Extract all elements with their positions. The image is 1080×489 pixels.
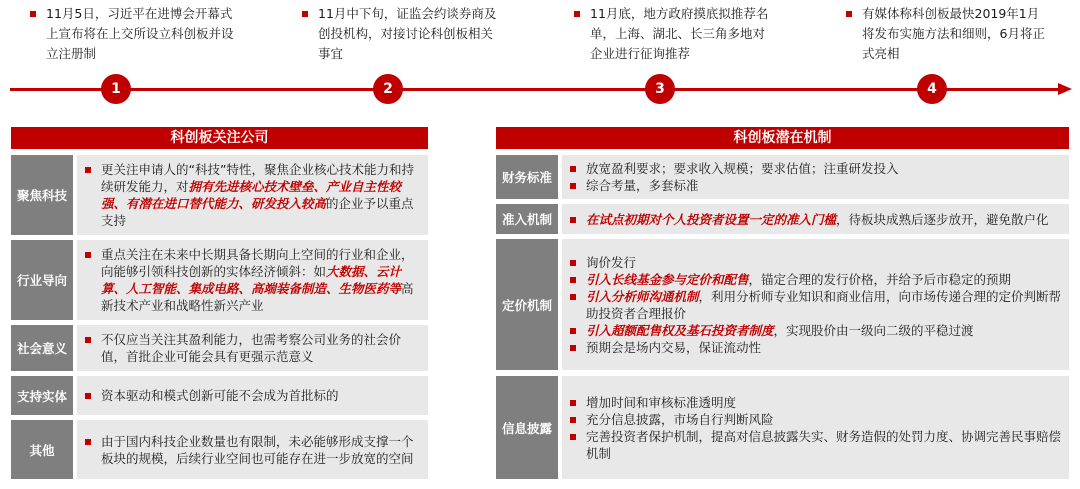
row-category-label: 社会意义 [11, 325, 73, 371]
row-body [77, 420, 428, 479]
bullet-item: 资本驱动和模式创新可能不会成为首批标的 [85, 387, 422, 404]
bullet-item: 综合考量，多套标准 [570, 177, 1063, 194]
bullet-item: 由于国内科技企业数量也有限制，未必能够形成支撑一个板块的规模，后续行业空间也可能存在进一步放宽的空间 [85, 433, 422, 467]
bullet-item: 增加时间和审核标准透明度 [570, 394, 1063, 411]
left-row-industry [11, 240, 428, 320]
row-category-label: 聚焦科技 [11, 155, 73, 235]
left-row-focus-tech [11, 155, 428, 235]
bullet-item: 在试点初期对个人投资者设置一定的准入门槛，待板块成熟后逐步放开，避免散户化 [570, 211, 1063, 228]
row-category-label: 其他 [11, 420, 73, 479]
bullet-item: 预期会是场内交易，保证流动性 [570, 339, 1063, 356]
left-panel-title: 科创板关注公司 [11, 127, 428, 149]
timeline-event-1 [30, 4, 240, 64]
timeline-event-text: 11月底，地方政府摸底拟推荐名单，上海、湖北、长三角多地对企业进行征询推荐 [590, 6, 769, 61]
timeline-axis [10, 88, 1062, 91]
right-panel-title: 科创板潜在机制 [496, 127, 1069, 149]
bullet-item: 不仅应当关注其盈利能力，也需考察公司业务的社会价值，首批企业可能会具有更强示范意义 [85, 331, 422, 365]
left-row-real-economy [11, 376, 428, 415]
bullet-item: 引入长线基金参与定价和配售，锚定合理的发行价格，并给予后市稳定的预期 [570, 271, 1063, 288]
row-body [77, 376, 428, 415]
timeline-node-3: 3 [645, 74, 675, 104]
bullet-item: 放宽盈利要求；要求收入规模；要求估值；注重研发投入 [570, 160, 1063, 177]
row-body [562, 204, 1069, 234]
timeline-event-2 [302, 4, 502, 64]
timeline-event-text: 11月5日，习近平在进博会开幕式上宣布将在上交所设立科创板并设立注册制 [46, 6, 234, 61]
timeline-event-3 [574, 4, 774, 64]
bullet-square-icon [846, 11, 852, 17]
timeline-node-2: 2 [373, 74, 403, 104]
arrow-right-icon [1058, 83, 1072, 95]
left-row-social [11, 325, 428, 371]
row-body [77, 155, 428, 235]
right-row-pricing [496, 239, 1069, 370]
bullet-square-icon [302, 11, 308, 17]
bullet-item: 充分信息披露，市场自行判断风险 [570, 411, 1063, 428]
timeline-event-4 [846, 4, 1051, 64]
left-row-other [11, 420, 428, 479]
row-category-label: 信息披露 [496, 376, 558, 479]
row-body [562, 376, 1069, 479]
bullet-item: 引入超额配售权及基石投资者制度，实现股价由一级向二级的平稳过渡 [570, 322, 1063, 339]
bullet-square-icon [30, 11, 36, 17]
row-body [77, 325, 428, 371]
row-category-label: 行业导向 [11, 240, 73, 320]
right-row-access [496, 204, 1069, 234]
timeline-node-4: 4 [917, 74, 947, 104]
bullet-item: 询价发行 [570, 254, 1063, 271]
bullet-item: 重点关注在未来中长期具备长期向上空间的行业和企业，向能够引领科技创新的实体经济倾斜：如大数据、云计算、人工智能、集成电路、高端装备制造、生物医药等高新技术产业和战略性新兴产业 [85, 246, 422, 314]
row-category-label: 准入机制 [496, 204, 558, 234]
row-body [77, 240, 428, 320]
timeline-node-1: 1 [101, 74, 131, 104]
row-category-label: 定价机制 [496, 239, 558, 370]
timeline-event-text: 11月中下旬，证监会约谈券商及创投机构，对接讨论科创板相关事宜 [318, 6, 497, 61]
row-body [562, 155, 1069, 199]
bullet-item: 完善投资者保护机制，提高对信息披露失实、财务造假的处罚力度、协调完善民事赔偿机制 [570, 428, 1063, 462]
right-row-disclosure [496, 376, 1069, 479]
row-category-label: 支持实体 [11, 376, 73, 415]
row-body [562, 239, 1069, 370]
bullet-item: 更关注申请人的“科技”特性，聚焦企业核心技术能力和持续研发能力，对拥有先进核心技术壁垒、产业自主性较强、有潜在进口替代能力、研发投入较高的企业予以重点支持 [85, 161, 422, 229]
timeline-event-text: 有媒体称科创板最快2019年1月将发布实施方法和细则，6月将正式亮相 [862, 6, 1045, 61]
row-category-label: 财务标准 [496, 155, 558, 199]
bullet-square-icon [574, 11, 580, 17]
bullet-item: 引入分析师沟通机制，利用分析师专业知识和商业信用，向市场传递合理的定价判断帮助投资者合理报价 [570, 288, 1063, 322]
right-row-financial [496, 155, 1069, 199]
